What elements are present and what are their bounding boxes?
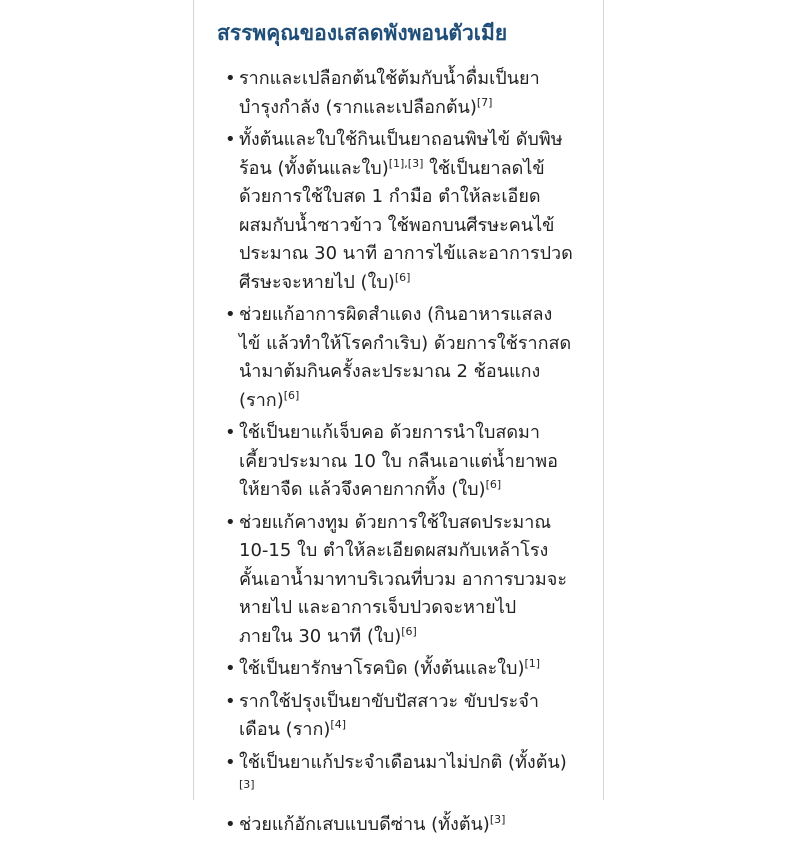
text-line <box>239 94 585 123</box>
citation-link[interactable]: [6] <box>401 624 417 638</box>
citation-link[interactable]: [3] <box>239 778 255 791</box>
line-text: ใช้เป็นยาแก้เจ็บคอ ด้วยการนำใบสดมา <box>239 422 541 443</box>
line-text: ด้วยการใช้ใบสด 1 กำมือ ตำให้ละเอียด <box>239 186 541 207</box>
text-line <box>239 811 585 840</box>
citation-link[interactable]: [1],[3] <box>388 156 424 170</box>
list-item <box>194 749 605 794</box>
text-line <box>239 212 585 241</box>
list-item <box>194 688 605 745</box>
list-spacer <box>194 797 605 811</box>
line-text: (ราก) <box>239 389 284 411</box>
line-text: ประมาณ 30 นาที อาการไข้และอาการปวด <box>239 243 573 264</box>
citation-link[interactable]: [6] <box>283 388 300 402</box>
properties-list <box>194 65 605 844</box>
citation-link[interactable]: [4] <box>330 718 346 731</box>
citation-link[interactable]: [6] <box>485 478 502 491</box>
list-item <box>194 509 605 652</box>
line-text: คั้นเอาน้ำมาทาบริเวณที่บวม อาการบวมจะ <box>239 568 568 590</box>
bullet-icon: • <box>225 511 236 533</box>
text-line <box>239 419 585 448</box>
article-panel <box>193 0 604 835</box>
line-text: เคี้ยวประมาณ 10 ใบ กลืนเอาแต่น้ำยาพอ <box>239 450 558 472</box>
line-text: ใช้เป็นยาแก้ประจำเดือนมาไม่ปกติ (ทั้งต้น) <box>239 751 567 773</box>
text-line <box>239 655 585 684</box>
citation-link[interactable]: [7] <box>476 95 493 109</box>
text-line <box>239 448 585 477</box>
bullet-icon: • <box>225 422 236 443</box>
bullet-icon: • <box>225 129 236 150</box>
text-line <box>239 716 585 745</box>
text-line <box>239 509 585 538</box>
line-text: ช่วยแก้อาการผิดสำแดง (กินอาหารแสลง <box>239 304 553 325</box>
list-item <box>194 811 605 840</box>
text-line <box>239 183 585 212</box>
line-text: ให้ยาจืด แล้วจึงคายกากทิ้ง (ใบ) <box>239 479 486 500</box>
bullet-icon: • <box>225 814 236 835</box>
text-line <box>239 269 585 298</box>
citation-link[interactable]: [1] <box>524 657 541 670</box>
list-item <box>194 301 605 415</box>
text-line <box>239 537 585 566</box>
bullet-icon: • <box>225 658 236 679</box>
line-text: ช่วยแก้อักเสบแบบดีซ่าน (ทั้งต้น) <box>239 814 490 835</box>
line-text: รากและเปลือกต้นใช้ต้มกับน้ำดื่มเป็นยา <box>239 68 540 89</box>
line-text: ทั้งต้นและใบใช้กินเป็นยาถอนพิษไข้ ดับพิษ <box>239 129 563 150</box>
bullet-icon: • <box>225 304 236 325</box>
list-item <box>194 419 605 505</box>
line-text: รากใช้ปรุงเป็นยาขับปัสสาวะ ขับประจำ <box>239 690 539 712</box>
text-line <box>239 330 585 359</box>
citation-link[interactable]: [6] <box>394 270 411 284</box>
line-text: บำรุงกำลัง (รากและเปลือกต้น) <box>239 96 477 118</box>
list-item <box>194 655 605 684</box>
text-line <box>239 566 585 595</box>
line-text: ร้อน (ทั้งต้นและใบ) <box>239 157 389 179</box>
section-heading: สรรพคุณของเสลดพังพอนตัวเมีย <box>217 21 508 45</box>
line-text: ศีรษะจะหายไป (ใบ) <box>239 271 395 293</box>
line-text: ภายใน 30 นาที (ใบ) <box>239 625 402 647</box>
line-text: ผสมกับน้ำซาวข้าว ใช้พอกบนศีรษะคนไข้ <box>239 214 555 236</box>
text-line <box>239 623 585 652</box>
line-text: เดือน (ราก) <box>239 719 331 740</box>
text-line <box>239 240 585 269</box>
text-line <box>239 155 585 184</box>
text-line <box>239 476 585 505</box>
text-line <box>239 749 585 778</box>
text-line <box>239 688 585 717</box>
text-line <box>239 358 585 387</box>
text-line <box>239 301 585 330</box>
line-text: 10-15 ใบ ตำให้ละเอียดผสมกับเหล้าโรง <box>239 540 549 561</box>
bullet-icon: • <box>225 751 236 773</box>
list-item <box>194 65 605 122</box>
text-line <box>239 594 585 623</box>
line-text: ใช้เป็นยารักษาโรคบิด (ทั้งต้นและใบ) <box>239 658 525 679</box>
bullet-icon: • <box>225 690 236 712</box>
line-text: ช่วยแก้คางทูม ด้วยการใช้ใบสดประมาณ <box>239 511 552 533</box>
list-item <box>194 126 605 297</box>
line-text-continued: ใช้เป็นยาลดไข้ <box>423 157 545 179</box>
line-text: หายไป และอาการเจ็บปวดจะหายไป <box>239 597 517 618</box>
bullet-icon: • <box>225 68 236 89</box>
text-line <box>239 65 585 94</box>
citation-link[interactable]: [3] <box>489 813 506 826</box>
text-line <box>239 126 585 155</box>
line-text: ไข้ แล้วทำให้โรคกำเริบ) ด้วยการใช้รากสด <box>239 332 572 354</box>
text-line <box>239 387 585 416</box>
line-text: นำมาต้มกินครั้งละประมาณ 2 ช้อนแกง <box>239 361 541 382</box>
